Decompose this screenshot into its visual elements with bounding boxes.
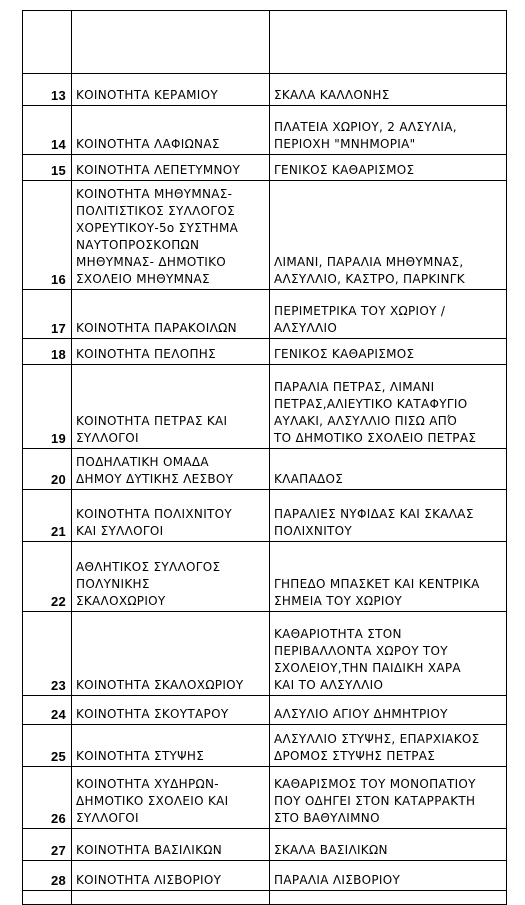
- row-number: 21: [23, 490, 72, 542]
- location-cell: [270, 11, 507, 74]
- table-row: [23, 74, 507, 106]
- table-row: [23, 155, 507, 181]
- row-number: 17: [23, 290, 72, 339]
- community-cell: ΚΟΙΝΟΤΗΤΑ ΠΑΡΑΚΟΙΛΩΝ: [72, 290, 270, 339]
- table-row: [23, 490, 507, 542]
- table-row: [23, 612, 507, 696]
- community-cell: ΚΟΙΝΟΤΗΤΑ ΠΕΤΡΑΣ ΚΑΙ ΣΥΛΛΟΓΟΙ: [72, 365, 270, 449]
- location-cell: ΓΕΝΙΚΟΣ ΚΑΘΑΡΙΣΜΟΣ: [270, 339, 507, 365]
- community-cell: [72, 11, 270, 74]
- community-cell: ΚΟΙΝΟΤΗΤΑ ΛΕΠΕΤΥΜΝΟΥ: [72, 155, 270, 181]
- community-cell: ΚΟΙΝΟΤΗΤΑ ΜΗΘΥΜΝΑΣ- ΠΟΛΙΤΙΣΤΙΚΟΣ ΣΥΛΛΟΓΟΣ ΧΟΡΕΥΤΙΚΟΥ-5ο ΣΥΣΤΗΜΑ ΝΑΥΤΟΠΡΟΣΚΟΠΩΝ ΜΗΘΥΜΝΑΣ- ΔΗΜΟΤΙΚΟ ΣΧΟΛΕΙΟ ΜΗΘΥΜΝΑΣ: [72, 181, 270, 290]
- row-number: 18: [23, 339, 72, 365]
- row-number: 16: [23, 181, 72, 290]
- location-cell: ΣΚΑΛΑ ΚΑΛΛΟΝΗΣ: [270, 74, 507, 106]
- location-cell: ΚΛΑΠΑΔΟΣ: [270, 449, 507, 490]
- row-number: [23, 11, 72, 74]
- community-cell: ΑΘΛΗΤΙΚΟΣ ΣΥΛΛΟΓΟΣ ΠΟΛΥΝΙΚΗΣ ΣΚΑΛΟΧΩΡΙΟΥ: [72, 542, 270, 612]
- location-cell: ΚΑΘΑΡΙΟΤΗΤΑ ΣΤΟΝ ΠΕΡΙΒΑΛΛΟΝΤΑ ΧΩΡΟΥ ΤΟΥ ΣΧΟΛΕΙΟΥ,ΤΗΝ ΠΑΙΔΙΚΗ ΧΑΡΑ ΚΑΙ ΤΟ ΑΛΣΥΛΛΙΟ: [270, 612, 507, 696]
- community-cell: ΚΟΙΝΟΤΗΤΑ ΣΚΟΥΤΑΡΟΥ: [72, 696, 270, 725]
- row-number: 24: [23, 696, 72, 725]
- community-cell: ΚΟΙΝΟΤΗΤΑ ΣΤΥΨΗΣ: [72, 725, 270, 767]
- table-row: [23, 449, 507, 490]
- table-row: [23, 861, 507, 891]
- location-cell: ΠΕΡΙΜΕΤΡΙΚΑ ΤΟΥ ΧΩΡΙΟΥ / ΑΛΣΥΛΛΙΟ: [270, 290, 507, 339]
- community-cell: ΚΟΙΝΟΤΗΤΑ ΠΟΛΙΧΝΙΤΟΥ ΚΑΙ ΣΥΛΛΟΓΟΙ: [72, 490, 270, 542]
- location-cell: ΠΑΡΑΛΙΑ ΛΙΣΒΟΡΙΟΥ: [270, 861, 507, 891]
- row-number: 19: [23, 365, 72, 449]
- row-number: 26: [23, 767, 72, 829]
- row-number: 13: [23, 74, 72, 106]
- location-cell: ΓΕΝΙΚΟΣ ΚΑΘΑΡΙΣΜΟΣ: [270, 155, 507, 181]
- row-number: 27: [23, 829, 72, 861]
- location-cell: ΠΑΡΑΛΙΕΣ ΝΥΦΙΔΑΣ ΚΑΙ ΣΚΑΛΑΣ ΠΟΛΙΧΝΙΤΟΥ: [270, 490, 507, 542]
- row-number: 28: [23, 861, 72, 891]
- community-cell: ΠΟΔΗΛΑΤΙΚΗ ΟΜΑΔΑ ΔΗΜΟΥ ΔΥΤΙΚΗΣ ΛΕΣΒΟΥ: [72, 449, 270, 490]
- community-cell: ΚΟΙΝΟΤΗΤΑ ΣΚΑΛΟΧΩΡΙΟΥ: [72, 612, 270, 696]
- location-cell: ΑΛΣΥΛΙΟ ΑΓΙΟΥ ΔΗΜΗΤΡΙΟΥ: [270, 696, 507, 725]
- location-cell: ΑΛΣΥΛΛΙΟ ΣΤΥΨΗΣ, ΕΠΑΡΧΙΑΚΟΣ ΔΡΟΜΟΣ ΣΤΥΨΗΣ ΠΕΤΡΑΣ: [270, 725, 507, 767]
- table-row: [23, 725, 507, 767]
- table-row: [23, 365, 507, 449]
- row-number: 22: [23, 542, 72, 612]
- cleanup-locations-table: [22, 10, 507, 905]
- table-body: [23, 11, 507, 905]
- location-cell: ΠΛΑΤΕΙΑ ΧΩΡΙΟΥ, 2 ΑΛΣΥΛΙΑ, ΠΕΡΙΟΧΗ "ΜΝΗΜΟΡΙΑ": [270, 106, 507, 155]
- table-row: [23, 767, 507, 829]
- row-number: 15: [23, 155, 72, 181]
- community-cell: ΚΟΙΝΟΤΗΤΑ ΛΙΣΒΟΡΙΟΥ: [72, 861, 270, 891]
- row-number: 20: [23, 449, 72, 490]
- table-row: [23, 339, 507, 365]
- row-number: 25: [23, 725, 72, 767]
- location-cell: ΣΚΑΛΑ ΒΑΣΙΛΙΚΩΝ: [270, 829, 507, 861]
- location-cell: ΚΑΘΑΡΙΣΜΟΣ ΤΟΥ ΜΟΝΟΠΑΤΙΟΥ ΠΟΥ ΟΔΗΓΕΙ ΣΤΟΝ ΚΑΤΑΡΡΑΚΤΗ ΣΤΟ ΒΑΘΥΛΙΜΝΟ: [270, 767, 507, 829]
- community-cell: ΚΟΙΝΟΤΗΤΑ ΠΕΛΟΠΗΣ: [72, 339, 270, 365]
- table-row: [23, 696, 507, 725]
- row-number: 23: [23, 612, 72, 696]
- table-row: [23, 542, 507, 612]
- row-number: 14: [23, 106, 72, 155]
- community-cell: ΚΟΙΝΟΤΗΤΑ ΧΥΔΗΡΩΝ- ΔΗΜΟΤΙΚΟ ΣΧΟΛΕΙΟ ΚΑΙ ΣΥΛΛΟΓΟΙ: [72, 767, 270, 829]
- table-row: [23, 11, 507, 74]
- table-row: [23, 829, 507, 861]
- community-cell: ΚΟΙΝΟΤΗΤΑ ΚΕΡΑΜΙΟΥ: [72, 74, 270, 106]
- location-cell: ΓΗΠΕΔΟ ΜΠΑΣΚΕΤ ΚΑΙ ΚΕΝΤΡΙΚΑ ΣΗΜΕΙΑ ΤΟΥ ΧΩΡΙΟΥ: [270, 542, 507, 612]
- location-cell: ΛΙΜΑΝΙ, ΠΑΡΑΛΙΑ ΜΗΘΥΜΝΑΣ, ΑΛΣΥΛΛΙΟ, ΚΑΣΤΡΟ, ΠΑΡΚΙΝΓΚ: [270, 181, 507, 290]
- table-row: [23, 290, 507, 339]
- location-cell: ΠΑΡΑΛΙΑ ΠΕΤΡΑΣ, ΛΙΜΑΝΙ ΠΕΤΡΑΣ,ΑΛΙΕΥΤΙΚΟ ΚΑΤΑΦΥΓΙΟ ΑΥΛΑΚΙ, ΑΛΣΥΛΛΙΟ ΠΙΣΩ ΑΠΌ ΤΟ ΔΗΜΟΤΙΚΟ ΣΧΟΛΕΙΟ ΠΕΤΡΑΣ: [270, 365, 507, 449]
- community-cell: ΚΟΙΝΟΤΗΤΑ ΒΑΣΙΛΙΚΩΝ: [72, 829, 270, 861]
- community-cell: ΚΟΙΝΟΤΗΤΑ ΛΑΦΙΩΝΑΣ: [72, 106, 270, 155]
- table-row: [23, 106, 507, 155]
- table-row: [23, 181, 507, 290]
